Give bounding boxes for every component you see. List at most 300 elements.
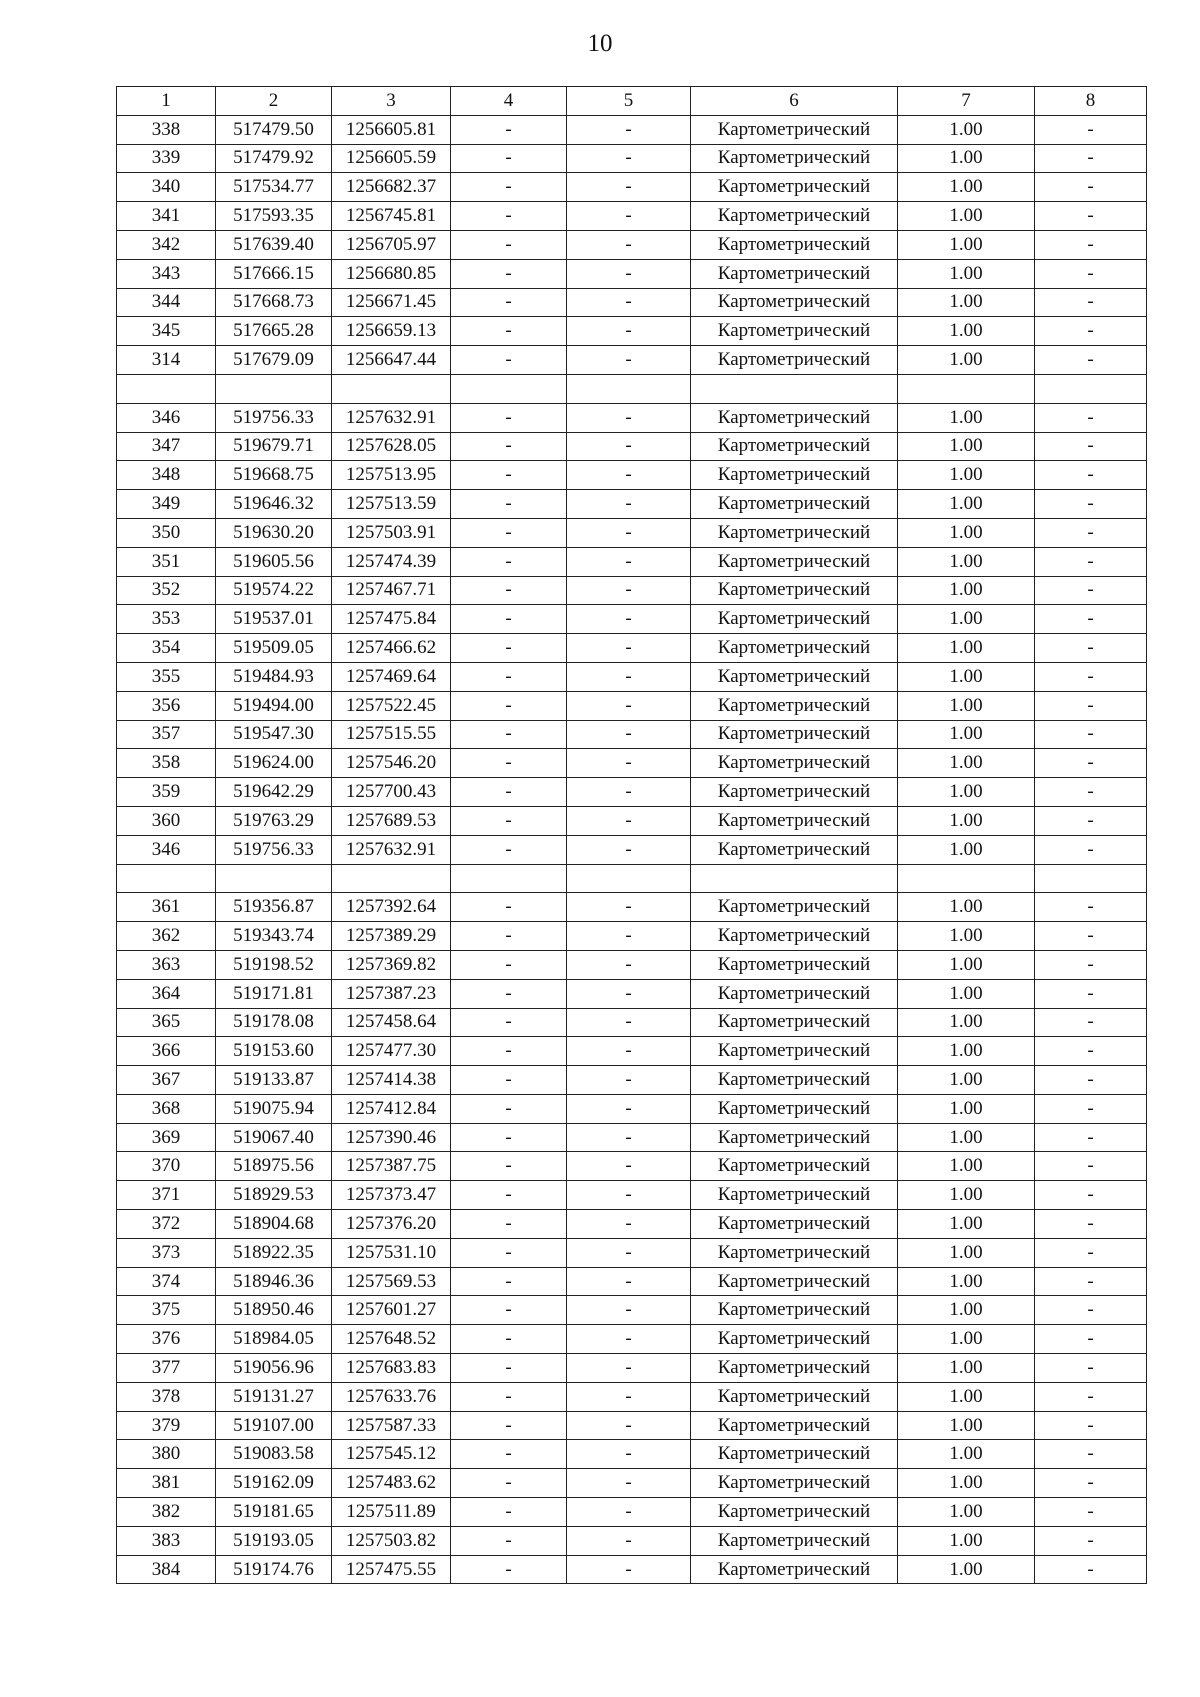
col5-cell: - (567, 662, 691, 691)
x-coordinate-cell: 519537.01 (216, 605, 332, 634)
table-row (117, 691, 1147, 720)
accuracy-cell: 1.00 (898, 1296, 1035, 1325)
col8-cell: - (1035, 605, 1147, 634)
point-number-cell: 361 (117, 893, 216, 922)
table-row (117, 432, 1147, 461)
x-coordinate-cell: 519574.22 (216, 576, 332, 605)
method-cell: Картометрический (691, 1094, 898, 1123)
table-row (117, 317, 1147, 346)
col8-cell: - (1035, 1296, 1147, 1325)
col4-cell: - (451, 173, 567, 202)
table-row (117, 1411, 1147, 1440)
point-number-cell: 353 (117, 605, 216, 634)
col4-cell: - (451, 605, 567, 634)
table-row (117, 230, 1147, 259)
col5-cell: - (567, 778, 691, 807)
col4-cell: - (451, 1238, 567, 1267)
accuracy-cell: 1.00 (898, 576, 1035, 605)
accuracy-cell: 1.00 (898, 1325, 1035, 1354)
col8-cell: - (1035, 1555, 1147, 1584)
accuracy-cell: 1.00 (898, 979, 1035, 1008)
col5-cell: - (567, 749, 691, 778)
accuracy-cell: 1.00 (898, 634, 1035, 663)
col4-cell: - (451, 1267, 567, 1296)
method-cell: Картометрический (691, 547, 898, 576)
point-number-cell: 314 (117, 346, 216, 375)
y-coordinate-cell: 1257700.43 (332, 778, 451, 807)
x-coordinate-cell: 519133.87 (216, 1066, 332, 1095)
y-coordinate-cell: 1256671.45 (332, 288, 451, 317)
method-cell: Картометрический (691, 778, 898, 807)
table-row (117, 403, 1147, 432)
table-row (117, 950, 1147, 979)
x-coordinate-cell: 519630.20 (216, 518, 332, 547)
col8-cell: - (1035, 749, 1147, 778)
point-number-cell: 357 (117, 720, 216, 749)
col5-cell: - (567, 490, 691, 519)
accuracy-cell: 1.00 (898, 1382, 1035, 1411)
col4-cell: - (451, 1526, 567, 1555)
col8-cell: - (1035, 1066, 1147, 1095)
accuracy-cell: 1.00 (898, 432, 1035, 461)
x-coordinate-cell: 518946.36 (216, 1267, 332, 1296)
column-header-8: 8 (1035, 87, 1147, 116)
table-row (117, 1555, 1147, 1584)
y-coordinate-cell: 1257373.47 (332, 1181, 451, 1210)
point-number-cell (117, 864, 216, 893)
x-coordinate-cell: 519756.33 (216, 403, 332, 432)
col5-cell: - (567, 835, 691, 864)
method-cell: Картометрический (691, 1498, 898, 1527)
col4-cell: - (451, 806, 567, 835)
col8-cell: - (1035, 1440, 1147, 1469)
x-coordinate-cell: 519075.94 (216, 1094, 332, 1123)
x-coordinate-cell: 519679.71 (216, 432, 332, 461)
table-row (117, 1498, 1147, 1527)
y-coordinate-cell: 1257628.05 (332, 432, 451, 461)
col8-cell: - (1035, 490, 1147, 519)
point-number-cell: 351 (117, 547, 216, 576)
y-coordinate-cell: 1257390.46 (332, 1123, 451, 1152)
col4-cell (451, 864, 567, 893)
col8-cell: - (1035, 893, 1147, 922)
accuracy-cell: 1.00 (898, 518, 1035, 547)
col8-cell: - (1035, 1354, 1147, 1383)
point-number-cell (117, 374, 216, 403)
y-coordinate-cell: 1257601.27 (332, 1296, 451, 1325)
method-cell: Картометрический (691, 173, 898, 202)
point-number-cell: 354 (117, 634, 216, 663)
table-row (117, 1238, 1147, 1267)
col4-cell: - (451, 1354, 567, 1383)
method-cell (691, 374, 898, 403)
y-coordinate-cell: 1257469.64 (332, 662, 451, 691)
accuracy-cell: 1.00 (898, 144, 1035, 173)
table-row (117, 1469, 1147, 1498)
method-cell: Картометрический (691, 1123, 898, 1152)
accuracy-cell: 1.00 (898, 1181, 1035, 1210)
x-coordinate-cell (216, 374, 332, 403)
col8-cell: - (1035, 950, 1147, 979)
point-number-cell: 384 (117, 1555, 216, 1584)
accuracy-cell: 1.00 (898, 547, 1035, 576)
col4-cell: - (451, 922, 567, 951)
table-header-row (117, 87, 1147, 116)
col8-cell: - (1035, 662, 1147, 691)
accuracy-cell: 1.00 (898, 259, 1035, 288)
table-row (117, 1094, 1147, 1123)
point-number-cell: 343 (117, 259, 216, 288)
y-coordinate-cell: 1257531.10 (332, 1238, 451, 1267)
x-coordinate-cell: 518984.05 (216, 1325, 332, 1354)
accuracy-cell: 1.00 (898, 1498, 1035, 1527)
point-number-cell: 346 (117, 403, 216, 432)
method-cell: Картометрический (691, 1008, 898, 1037)
x-coordinate-cell: 519171.81 (216, 979, 332, 1008)
point-number-cell: 341 (117, 202, 216, 231)
table-row (117, 1296, 1147, 1325)
method-cell: Картометрический (691, 202, 898, 231)
accuracy-cell: 1.00 (898, 720, 1035, 749)
x-coordinate-cell: 519083.58 (216, 1440, 332, 1469)
point-number-cell: 376 (117, 1325, 216, 1354)
table-row (117, 922, 1147, 951)
col4-cell: - (451, 1152, 567, 1181)
method-cell: Картометрический (691, 835, 898, 864)
accuracy-cell: 1.00 (898, 346, 1035, 375)
col4-cell: - (451, 317, 567, 346)
col8-cell: - (1035, 922, 1147, 951)
col8-cell: - (1035, 1526, 1147, 1555)
point-number-cell: 369 (117, 1123, 216, 1152)
x-coordinate-cell: 519181.65 (216, 1498, 332, 1527)
y-coordinate-cell: 1257503.91 (332, 518, 451, 547)
accuracy-cell: 1.00 (898, 806, 1035, 835)
col5-cell: - (567, 950, 691, 979)
accuracy-cell (898, 374, 1035, 403)
col8-cell: - (1035, 1267, 1147, 1296)
x-coordinate-cell: 519107.00 (216, 1411, 332, 1440)
table-row (117, 1526, 1147, 1555)
col4-cell: - (451, 893, 567, 922)
col5-cell: - (567, 1296, 691, 1325)
point-number-cell: 381 (117, 1469, 216, 1498)
col8-cell: - (1035, 634, 1147, 663)
y-coordinate-cell: 1257387.23 (332, 979, 451, 1008)
col5-cell: - (567, 547, 691, 576)
col5-cell: - (567, 173, 691, 202)
col8-cell: - (1035, 259, 1147, 288)
y-coordinate-cell: 1256605.59 (332, 144, 451, 173)
point-number-cell: 373 (117, 1238, 216, 1267)
table-row (117, 1008, 1147, 1037)
separator-row (117, 374, 1147, 403)
accuracy-cell (898, 864, 1035, 893)
x-coordinate-cell: 519198.52 (216, 950, 332, 979)
y-coordinate-cell: 1257475.55 (332, 1555, 451, 1584)
col8-cell: - (1035, 115, 1147, 144)
accuracy-cell: 1.00 (898, 230, 1035, 259)
x-coordinate-cell: 517665.28 (216, 317, 332, 346)
table-row (117, 1210, 1147, 1239)
col8-cell: - (1035, 835, 1147, 864)
table-row (117, 461, 1147, 490)
accuracy-cell: 1.00 (898, 835, 1035, 864)
col4-cell: - (451, 634, 567, 663)
method-cell: Картометрический (691, 576, 898, 605)
table-row (117, 835, 1147, 864)
method-cell: Картометрический (691, 1066, 898, 1095)
point-number-cell: 365 (117, 1008, 216, 1037)
x-coordinate-cell (216, 864, 332, 893)
method-cell: Картометрический (691, 144, 898, 173)
y-coordinate-cell: 1256659.13 (332, 317, 451, 346)
x-coordinate-cell: 518929.53 (216, 1181, 332, 1210)
col5-cell: - (567, 1469, 691, 1498)
y-coordinate-cell: 1257458.64 (332, 1008, 451, 1037)
col8-cell: - (1035, 518, 1147, 547)
col8-cell: - (1035, 144, 1147, 173)
col5-cell: - (567, 691, 691, 720)
column-header-3: 3 (332, 87, 451, 116)
table-row (117, 1152, 1147, 1181)
accuracy-cell: 1.00 (898, 893, 1035, 922)
table-row (117, 1066, 1147, 1095)
col5-cell: - (567, 230, 691, 259)
point-number-cell: 368 (117, 1094, 216, 1123)
col8-cell: - (1035, 1411, 1147, 1440)
table-row (117, 605, 1147, 634)
y-coordinate-cell: 1257522.45 (332, 691, 451, 720)
table-row (117, 806, 1147, 835)
point-number-cell: 380 (117, 1440, 216, 1469)
col5-cell (567, 864, 691, 893)
col4-cell: - (451, 403, 567, 432)
table-row (117, 1123, 1147, 1152)
accuracy-cell: 1.00 (898, 922, 1035, 951)
method-cell: Картометрический (691, 1469, 898, 1498)
method-cell: Картометрический (691, 1037, 898, 1066)
col8-cell: - (1035, 691, 1147, 720)
x-coordinate-cell: 519343.74 (216, 922, 332, 951)
method-cell: Картометрический (691, 1526, 898, 1555)
point-number-cell: 367 (117, 1066, 216, 1095)
col5-cell: - (567, 1382, 691, 1411)
point-number-cell: 342 (117, 230, 216, 259)
x-coordinate-cell: 519763.29 (216, 806, 332, 835)
col5-cell: - (567, 1037, 691, 1066)
x-coordinate-cell: 518904.68 (216, 1210, 332, 1239)
method-cell: Картометрический (691, 1181, 898, 1210)
table-row (117, 173, 1147, 202)
point-number-cell: 377 (117, 1354, 216, 1383)
col4-cell: - (451, 1411, 567, 1440)
y-coordinate-cell: 1257389.29 (332, 922, 451, 951)
accuracy-cell: 1.00 (898, 317, 1035, 346)
y-coordinate-cell: 1257475.84 (332, 605, 451, 634)
point-number-cell: 349 (117, 490, 216, 519)
x-coordinate-cell: 518922.35 (216, 1238, 332, 1267)
y-coordinate-cell: 1257545.12 (332, 1440, 451, 1469)
y-coordinate-cell: 1256605.81 (332, 115, 451, 144)
method-cell: Картометрический (691, 662, 898, 691)
col4-cell: - (451, 1066, 567, 1095)
y-coordinate-cell: 1257483.62 (332, 1469, 451, 1498)
point-number-cell: 375 (117, 1296, 216, 1325)
y-coordinate-cell: 1257369.82 (332, 950, 451, 979)
x-coordinate-cell: 519356.87 (216, 893, 332, 922)
col5-cell: - (567, 432, 691, 461)
x-coordinate-cell: 519162.09 (216, 1469, 332, 1498)
method-cell: Картометрический (691, 950, 898, 979)
table-row (117, 490, 1147, 519)
point-number-cell: 366 (117, 1037, 216, 1066)
col8-cell: - (1035, 1094, 1147, 1123)
col5-cell: - (567, 1267, 691, 1296)
col5-cell: - (567, 1008, 691, 1037)
col8-cell: - (1035, 202, 1147, 231)
col8-cell: - (1035, 979, 1147, 1008)
col8-cell: - (1035, 1238, 1147, 1267)
column-header-6: 6 (691, 87, 898, 116)
table-row (117, 1382, 1147, 1411)
point-number-cell: 339 (117, 144, 216, 173)
y-coordinate-cell: 1257414.38 (332, 1066, 451, 1095)
col8-cell: - (1035, 1469, 1147, 1498)
method-cell: Картометрический (691, 288, 898, 317)
col4-cell: - (451, 259, 567, 288)
col4-cell: - (451, 144, 567, 173)
col8-cell: - (1035, 1123, 1147, 1152)
x-coordinate-cell: 519174.76 (216, 1555, 332, 1584)
accuracy-cell: 1.00 (898, 1037, 1035, 1066)
y-coordinate-cell (332, 374, 451, 403)
table-row (117, 346, 1147, 375)
column-header-2: 2 (216, 87, 332, 116)
x-coordinate-cell: 519193.05 (216, 1526, 332, 1555)
col8-cell: - (1035, 547, 1147, 576)
point-number-cell: 378 (117, 1382, 216, 1411)
table-row (117, 749, 1147, 778)
point-number-cell: 360 (117, 806, 216, 835)
point-number-cell: 383 (117, 1526, 216, 1555)
table-row (117, 1354, 1147, 1383)
col5-cell: - (567, 1498, 691, 1527)
y-coordinate-cell: 1257648.52 (332, 1325, 451, 1354)
col4-cell: - (451, 115, 567, 144)
x-coordinate-cell: 517668.73 (216, 288, 332, 317)
col4-cell: - (451, 230, 567, 259)
col5-cell: - (567, 979, 691, 1008)
table-row (117, 720, 1147, 749)
col4-cell: - (451, 432, 567, 461)
accuracy-cell: 1.00 (898, 1123, 1035, 1152)
col4-cell: - (451, 1469, 567, 1498)
col8-cell: - (1035, 317, 1147, 346)
col8-cell: - (1035, 403, 1147, 432)
col5-cell: - (567, 634, 691, 663)
point-number-cell: 379 (117, 1411, 216, 1440)
col4-cell: - (451, 778, 567, 807)
y-coordinate-cell: 1256682.37 (332, 173, 451, 202)
point-number-cell: 382 (117, 1498, 216, 1527)
accuracy-cell: 1.00 (898, 605, 1035, 634)
point-number-cell: 363 (117, 950, 216, 979)
coordinates-table-body (117, 87, 1147, 1584)
point-number-cell: 345 (117, 317, 216, 346)
col5-cell: - (567, 346, 691, 375)
method-cell: Картометрический (691, 259, 898, 288)
method-cell: Картометрический (691, 1238, 898, 1267)
x-coordinate-cell: 519547.30 (216, 720, 332, 749)
point-number-cell: 346 (117, 835, 216, 864)
y-coordinate-cell: 1257633.76 (332, 1382, 451, 1411)
point-number-cell: 359 (117, 778, 216, 807)
accuracy-cell: 1.00 (898, 691, 1035, 720)
method-cell: Картометрический (691, 1325, 898, 1354)
col5-cell: - (567, 317, 691, 346)
method-cell: Картометрический (691, 634, 898, 663)
x-coordinate-cell: 519509.05 (216, 634, 332, 663)
table-row (117, 1267, 1147, 1296)
y-coordinate-cell: 1257466.62 (332, 634, 451, 663)
accuracy-cell: 1.00 (898, 749, 1035, 778)
col5-cell: - (567, 1411, 691, 1440)
col8-cell (1035, 864, 1147, 893)
y-coordinate-cell: 1256680.85 (332, 259, 451, 288)
x-coordinate-cell: 519624.00 (216, 749, 332, 778)
col8-cell: - (1035, 1210, 1147, 1239)
col5-cell: - (567, 1325, 691, 1354)
accuracy-cell: 1.00 (898, 1526, 1035, 1555)
point-number-cell: 362 (117, 922, 216, 951)
accuracy-cell: 1.00 (898, 662, 1035, 691)
y-coordinate-cell: 1256647.44 (332, 346, 451, 375)
y-coordinate-cell: 1257477.30 (332, 1037, 451, 1066)
coordinates-table (116, 86, 1147, 1584)
y-coordinate-cell: 1257632.91 (332, 403, 451, 432)
method-cell: Картометрический (691, 806, 898, 835)
col8-cell: - (1035, 1498, 1147, 1527)
col5-cell: - (567, 1440, 691, 1469)
accuracy-cell: 1.00 (898, 202, 1035, 231)
x-coordinate-cell: 519668.75 (216, 461, 332, 490)
x-coordinate-cell: 517534.77 (216, 173, 332, 202)
method-cell: Картометрический (691, 1354, 898, 1383)
accuracy-cell: 1.00 (898, 461, 1035, 490)
separator-row (117, 864, 1147, 893)
method-cell: Картометрический (691, 1555, 898, 1584)
col8-cell: - (1035, 230, 1147, 259)
col4-cell (451, 374, 567, 403)
x-coordinate-cell: 517593.35 (216, 202, 332, 231)
accuracy-cell: 1.00 (898, 1008, 1035, 1037)
page-number: 10 (587, 30, 613, 57)
method-cell: Картометрический (691, 720, 898, 749)
point-number-cell: 364 (117, 979, 216, 1008)
method-cell: Картометрический (691, 1210, 898, 1239)
column-header-1: 1 (117, 87, 216, 116)
col5-cell: - (567, 1526, 691, 1555)
col5-cell: - (567, 144, 691, 173)
method-cell: Картометрический (691, 1267, 898, 1296)
table-row (117, 979, 1147, 1008)
method-cell: Картометрический (691, 1152, 898, 1181)
col5-cell: - (567, 288, 691, 317)
method-cell: Картометрический (691, 605, 898, 634)
method-cell: Картометрический (691, 1411, 898, 1440)
x-coordinate-cell: 519494.00 (216, 691, 332, 720)
